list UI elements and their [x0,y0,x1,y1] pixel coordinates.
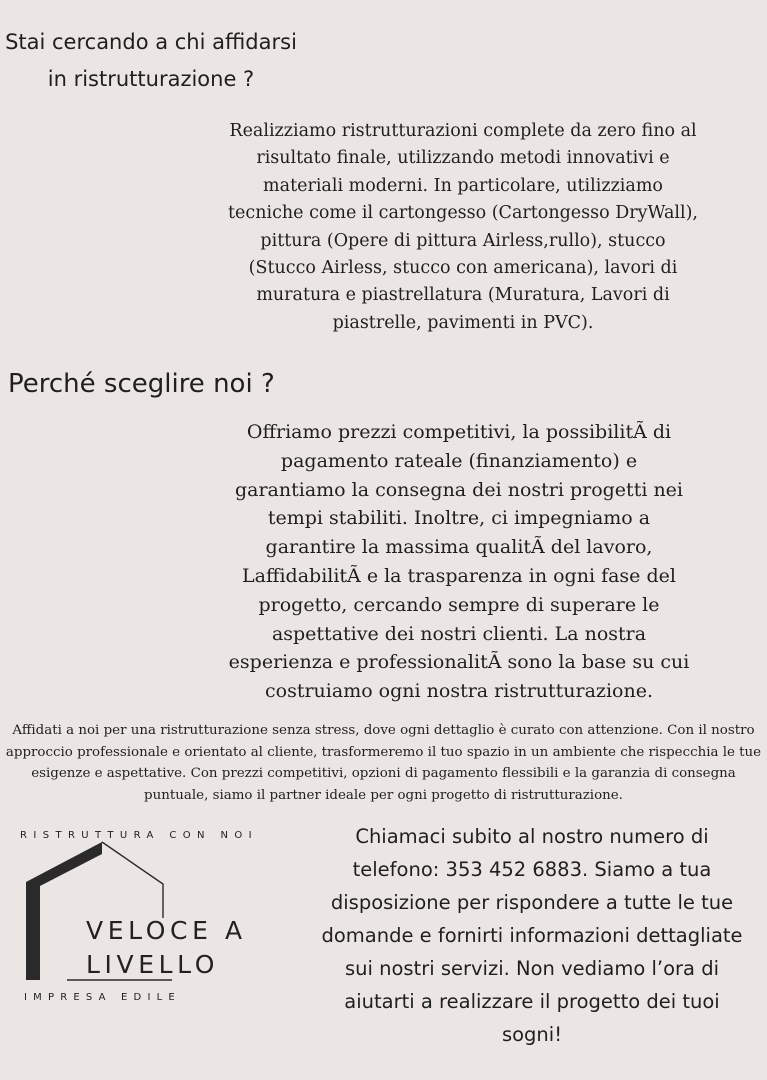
company-logo [14,826,304,1016]
why-choose-us-heading: Perché sceglire noi ? [8,369,275,399]
trust-paragraph: Affidati a noi per una ristrutturazione senza stress, dove ogni dettaglio è curato con attenzione. Con il nostro approccio professionale e orientato al cliente, trasformeremo il tuo spazio in un ambiente che rispecchia le tue esigenze e aspettative. Con prezzi competitivi, opzioni di pagamento flessibili e la garanzia di consegna puntuale, siamo il partner ideale per ogni progetto di ristrutturazione. [5,723,762,803]
logo-name [86,914,247,982]
logo-subtitle: IMPRESA EDILE [24,992,181,1003]
question-heading: Stai cercando a chi affidarsi in ristrutturazione ? [5,30,297,91]
contact-paragraph: Chiamaci subito al nostro numero di telefono: 353 452 6883. Siamo a tua disposizione per rispondere a tutte le tue domande e fornirti informazioni dettagliate sui nostri servizi. Non vediamo l’ora di aiutarti a realizzare il progetto dei tuoi sogni! [321,825,743,1046]
why-choose-us-paragraph: Offriamo prezzi competitivi, la possibilitÃ di pagamento rateale (finanziamento) e garantiamo la consegna dei nostri progetti nei tempi stabiliti. Inoltre, ci impegniamo a garantire la massima qualitÃ del lavoro, LaffidabilitÃ e la trasparenza in ogni fase del progetto, cercando sempre di superare le aspettative dei nostri clienti. La nostra esperienza e professionalitÃ sono la base su cui costruiamo ogni nostra ristrutturazione. [228,421,690,703]
logo-name-line1: VELOCE A [86,916,247,945]
logo-tagline: RISTRUTTURA CON NOI [20,830,258,841]
logo-name-line2: LIVELLO [86,950,220,979]
intro-paragraph: Realizziamo ristrutturazioni complete da zero fino al risultato finale, utilizzando metodi innovativi e materiali moderni. In particolare, utilizziamo tecniche come il cartongesso (Cartongesso DryWall), pittura (Opere di pittura Airless,rullo), stucco (Stucco Airless, stucco con americana), lavori di muratura e piastrellatura (Muratura, Lavori di piastrelle, pavimenti in PVC). [228,121,698,333]
